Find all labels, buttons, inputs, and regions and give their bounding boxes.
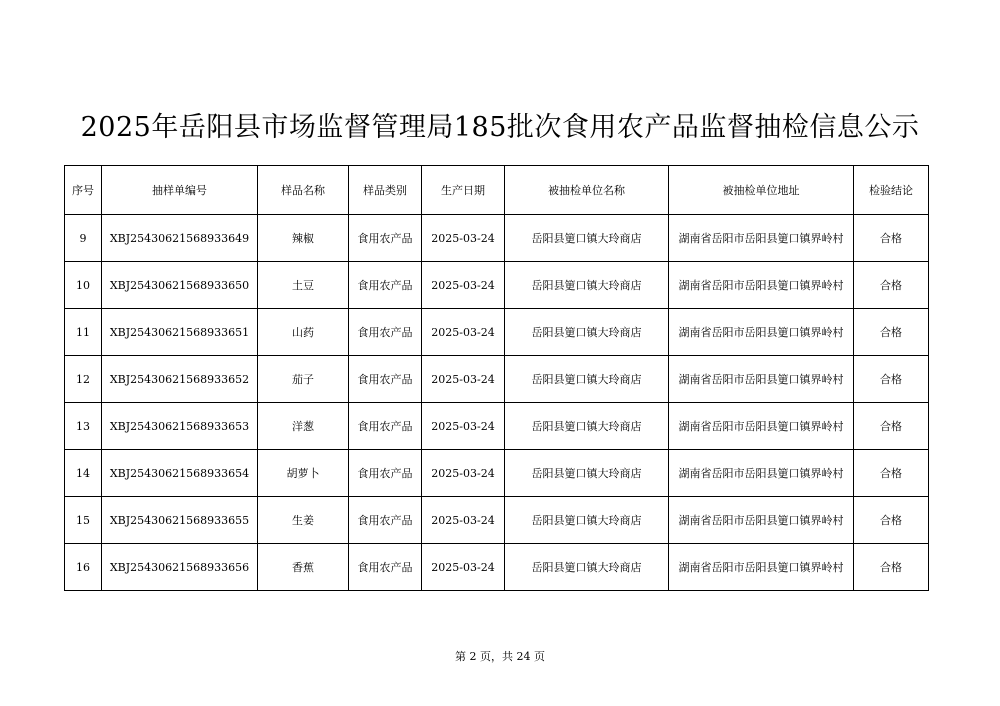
- cell-seq-no: 12: [65, 356, 102, 403]
- cell-production-date: 2025-03-24: [422, 544, 505, 591]
- cell-sample-name: 山药: [258, 309, 349, 356]
- cell-inspection-result: 合格: [854, 450, 929, 497]
- cell-inspection-result: 合格: [854, 309, 929, 356]
- column-header-inspection-result: 检验结论: [854, 166, 929, 215]
- cell-production-date: 2025-03-24: [422, 356, 505, 403]
- cell-seq-no: 15: [65, 497, 102, 544]
- cell-sample-id: XBJ25430621568933651: [102, 309, 258, 356]
- cell-production-date: 2025-03-24: [422, 497, 505, 544]
- cell-seq-no: 16: [65, 544, 102, 591]
- cell-sample-category: 食用农产品: [349, 356, 422, 403]
- cell-inspection-result: 合格: [854, 497, 929, 544]
- cell-sample-category: 食用农产品: [349, 309, 422, 356]
- cell-production-date: 2025-03-24: [422, 403, 505, 450]
- cell-seq-no: 10: [65, 262, 102, 309]
- cell-inspected-unit-name: 岳阳县筻口镇大玲商店: [505, 262, 669, 309]
- cell-inspected-unit-name: 岳阳县筻口镇大玲商店: [505, 450, 669, 497]
- table-header-row: [65, 166, 929, 215]
- cell-sample-category: 食用农产品: [349, 450, 422, 497]
- cell-inspected-unit-address: 湖南省岳阳市岳阳县筻口镇界岭村: [669, 309, 854, 356]
- cell-sample-category: 食用农产品: [349, 544, 422, 591]
- cell-sample-category: 食用农产品: [349, 215, 422, 262]
- cell-seq-no: 14: [65, 450, 102, 497]
- column-header-seq-no: 序号: [65, 166, 102, 215]
- cell-inspection-result: 合格: [854, 262, 929, 309]
- cell-sample-name: 洋葱: [258, 403, 349, 450]
- cell-inspected-unit-address: 湖南省岳阳市岳阳县筻口镇界岭村: [669, 544, 854, 591]
- cell-production-date: 2025-03-24: [422, 215, 505, 262]
- table-row: [65, 403, 929, 450]
- cell-sample-name: 辣椒: [258, 215, 349, 262]
- cell-sample-category: 食用农产品: [349, 497, 422, 544]
- cell-inspection-result: 合格: [854, 356, 929, 403]
- cell-inspected-unit-address: 湖南省岳阳市岳阳县筻口镇界岭村: [669, 403, 854, 450]
- cell-sample-id: XBJ25430621568933650: [102, 262, 258, 309]
- table-row: [65, 215, 929, 262]
- cell-inspected-unit-name: 岳阳县筻口镇大玲商店: [505, 497, 669, 544]
- cell-sample-name: 生姜: [258, 497, 349, 544]
- cell-inspection-result: 合格: [854, 544, 929, 591]
- column-header-inspected-unit-name: 被抽检单位名称: [505, 166, 669, 215]
- page-title: 2025年岳阳县市场监督管理局185批次食用农产品监督抽检信息公示: [80, 112, 920, 143]
- cell-inspected-unit-address: 湖南省岳阳市岳阳县筻口镇界岭村: [669, 215, 854, 262]
- table-row: [65, 497, 929, 544]
- cell-sample-id: XBJ25430621568933652: [102, 356, 258, 403]
- column-header-inspected-unit-address: 被抽检单位地址: [669, 166, 854, 215]
- cell-sample-name: 胡萝卜: [258, 450, 349, 497]
- cell-seq-no: 13: [65, 403, 102, 450]
- cell-sample-name: 茄子: [258, 356, 349, 403]
- inspection-table: [64, 165, 929, 591]
- cell-production-date: 2025-03-24: [422, 450, 505, 497]
- cell-seq-no: 9: [65, 215, 102, 262]
- cell-sample-name: 土豆: [258, 262, 349, 309]
- cell-inspected-unit-name: 岳阳县筻口镇大玲商店: [505, 544, 669, 591]
- table-row: [65, 356, 929, 403]
- cell-inspected-unit-name: 岳阳县筻口镇大玲商店: [505, 309, 669, 356]
- cell-inspection-result: 合格: [854, 215, 929, 262]
- cell-seq-no: 11: [65, 309, 102, 356]
- column-header-production-date: 生产日期: [422, 166, 505, 215]
- column-header-sample-id: 抽样单编号: [102, 166, 258, 215]
- column-header-sample-name: 样品名称: [258, 166, 349, 215]
- cell-inspected-unit-address: 湖南省岳阳市岳阳县筻口镇界岭村: [669, 450, 854, 497]
- cell-inspected-unit-name: 岳阳县筻口镇大玲商店: [505, 403, 669, 450]
- cell-sample-id: XBJ25430621568933655: [102, 497, 258, 544]
- table-row: [65, 262, 929, 309]
- cell-inspected-unit-name: 岳阳县筻口镇大玲商店: [505, 215, 669, 262]
- cell-sample-id: XBJ25430621568933656: [102, 544, 258, 591]
- table-row: [65, 544, 929, 591]
- cell-sample-id: XBJ25430621568933653: [102, 403, 258, 450]
- page-footer: 第 2 页，共 24 页: [455, 650, 545, 663]
- cell-sample-category: 食用农产品: [349, 403, 422, 450]
- cell-sample-id: XBJ25430621568933654: [102, 450, 258, 497]
- cell-inspection-result: 合格: [854, 403, 929, 450]
- cell-sample-name: 香蕉: [258, 544, 349, 591]
- column-header-sample-category: 样品类别: [349, 166, 422, 215]
- cell-inspected-unit-address: 湖南省岳阳市岳阳县筻口镇界岭村: [669, 262, 854, 309]
- table-row: [65, 450, 929, 497]
- cell-sample-category: 食用农产品: [349, 262, 422, 309]
- cell-production-date: 2025-03-24: [422, 262, 505, 309]
- table-row: [65, 309, 929, 356]
- cell-production-date: 2025-03-24: [422, 309, 505, 356]
- table-body: [65, 215, 929, 591]
- cell-sample-id: XBJ25430621568933649: [102, 215, 258, 262]
- cell-inspected-unit-address: 湖南省岳阳市岳阳县筻口镇界岭村: [669, 497, 854, 544]
- cell-inspected-unit-address: 湖南省岳阳市岳阳县筻口镇界岭村: [669, 356, 854, 403]
- cell-inspected-unit-name: 岳阳县筻口镇大玲商店: [505, 356, 669, 403]
